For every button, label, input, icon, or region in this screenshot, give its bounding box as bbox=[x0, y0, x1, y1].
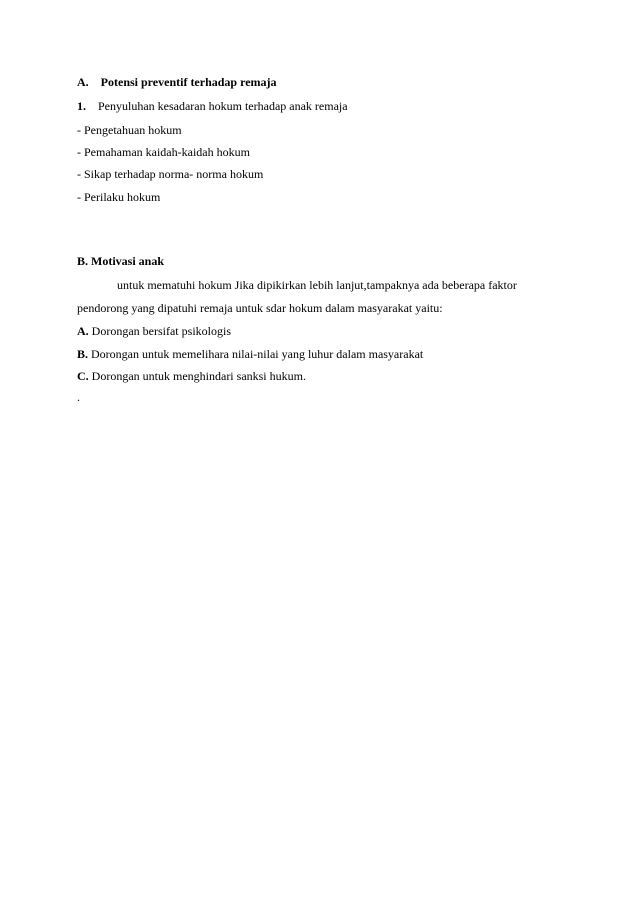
section-a-title: Potensi preventif terhadap remaja bbox=[100, 75, 277, 89]
list-marker: A. bbox=[77, 324, 89, 338]
bullet-item: - Perilaku hokum bbox=[77, 190, 161, 204]
list-text: Dorongan bersifat psikologis bbox=[91, 324, 231, 338]
list-item bbox=[77, 324, 231, 338]
section-a-marker: A. bbox=[77, 75, 89, 89]
item-1-marker: 1. bbox=[77, 99, 86, 113]
bullet-item: - Sikap terhadap norma- norma hokum bbox=[77, 167, 264, 181]
list-item bbox=[77, 369, 306, 383]
bullet-item: - Pemahaman kaidah-kaidah hokum bbox=[77, 145, 250, 159]
bullet-item: - Pengetahuan hokum bbox=[77, 123, 182, 137]
list-marker: C. bbox=[77, 369, 89, 383]
list-marker: B. bbox=[77, 347, 89, 361]
item-1-text: Penyuluhan kesadaran hokum terhadap anak remaja bbox=[98, 99, 348, 113]
paragraph-line-1: untuk mematuhi hokum Jika dipikirkan lebih lanjut,tampaknya ada beberapa faktor bbox=[117, 278, 517, 292]
list-text: Dorongan untuk menghindari sanksi hukum. bbox=[91, 369, 306, 383]
section-a-item-1 bbox=[77, 99, 348, 113]
list-item bbox=[77, 347, 423, 361]
paragraph-line-2: pendorong yang dipatuhi remaja untuk sdar hokum dalam masyarakat yaitu: bbox=[77, 301, 443, 315]
list-text: Dorongan untuk memelihara nilai-nilai yang luhur dalam masyarakat bbox=[91, 347, 424, 361]
section-a-heading bbox=[77, 75, 277, 89]
trailing-dot: . bbox=[77, 390, 80, 404]
section-b-heading: B. Motivasi anak bbox=[77, 254, 165, 268]
